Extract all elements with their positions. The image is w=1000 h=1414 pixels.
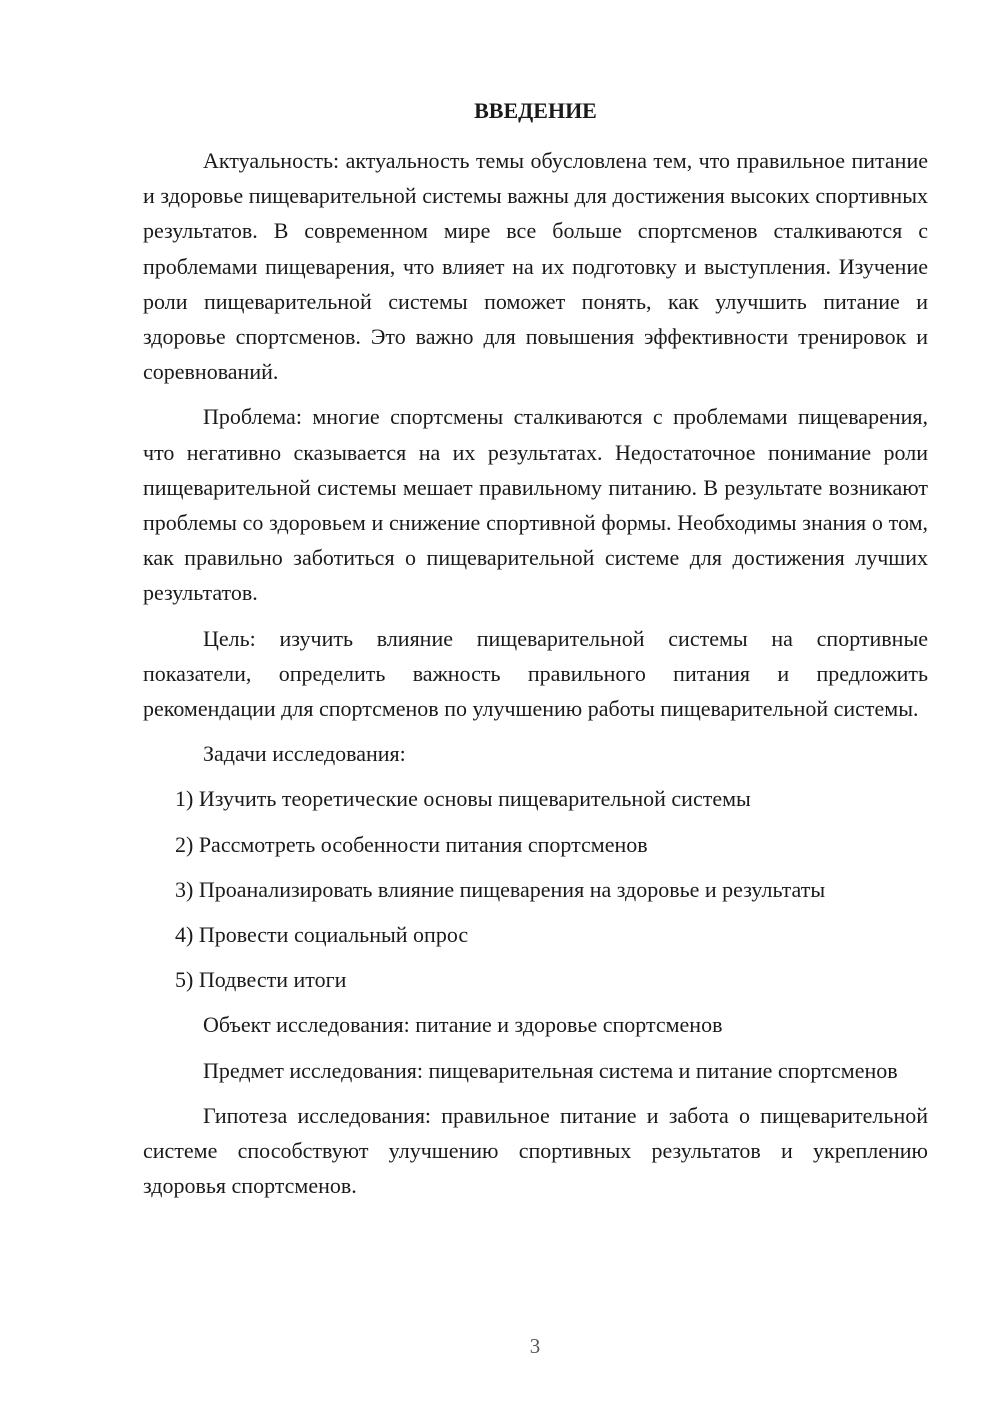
list-item: 2) Рассмотреть особенности питания спортсменов xyxy=(175,831,648,857)
list-item: 1) Изучить теоретические основы пищеварительной системы xyxy=(175,786,751,812)
paragraph-goal: Цель: изучить влияние пищеварительной системы на спортивные показатели, определить важность правильного питания и предложить рекомендации для спортсменов по улучшению работы пищеварительной системы. xyxy=(143,625,928,722)
list-item: 4) Провести социальный опрос xyxy=(175,922,469,948)
paragraph-subject: Предмет исследования: пищеварительная система и питание спортсменов xyxy=(203,1057,898,1083)
paragraph-relevance: Актуальность: актуальность темы обусловлена тем, что правильное питание и здоровье пищеварительной системы важны для достижения высоких спортивных результатов. В современном мире все больше спортсменов сталкиваются с проблемами пищеварения, что влияет на их подготовку и выступления. Изучение роли пищеварительной системы поможет понять, как улучшить питание и здоровье спортсменов. Это важно для повышения эффективности тренировок и соревнований. xyxy=(143,148,928,385)
tasks-list xyxy=(143,781,928,997)
list-item: 5) Подвести итоги xyxy=(175,967,347,993)
document-body xyxy=(143,143,928,1213)
paragraph-hypothesis: Гипотеза исследования: правильное питание и забота о пищеварительной системе способствуют улучшению спортивных результатов и укреплению здоровья спортсменов. xyxy=(143,1102,928,1199)
paragraph-problem: Проблема: многие спортсмены сталкиваются с проблемами пищеварения, что негативно сказывается на их результатах. Недостаточное понимание роли пищеварительной системы мешает правильному питанию. В результате возникают проблемы со здоровьем и снижение спортивной формы. Необходимы знания о том, как правильно заботиться о пищеварительной системе для достижения лучших результатов. xyxy=(143,404,928,606)
page-title: ВВЕДЕНИЕ xyxy=(474,98,597,123)
list-item: 3) Проанализировать влияние пищеварения на здоровье и результаты xyxy=(175,876,826,902)
paragraph-tasks-heading: Задачи исследования: xyxy=(203,741,406,767)
paragraph-object: Объект исследования: питание и здоровье спортсменов xyxy=(203,1012,723,1038)
page-number: 3 xyxy=(529,1334,541,1358)
